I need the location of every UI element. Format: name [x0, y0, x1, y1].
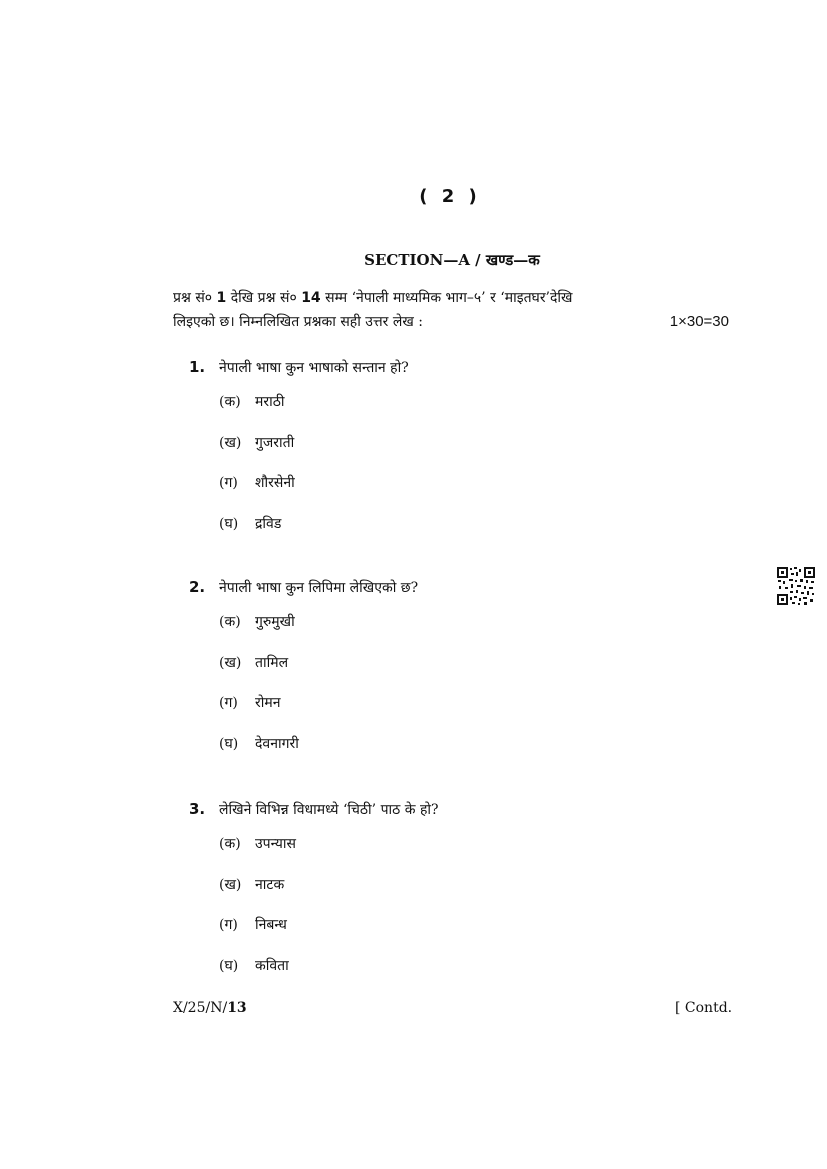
- option-text: निबन्ध: [255, 917, 287, 933]
- option: [219, 733, 418, 774]
- option-text: मराठी: [255, 394, 285, 410]
- option-label: (ग): [219, 917, 238, 933]
- page-number: ( 2 ): [419, 186, 481, 207]
- option-label: (ग): [219, 695, 238, 711]
- marks-allocation: 1×30=30: [669, 313, 729, 330]
- option-text: कविता: [255, 957, 289, 974]
- paper-code: [173, 1000, 247, 1016]
- option-text: देवनागरी: [255, 735, 299, 752]
- option-label: (ख): [219, 876, 242, 893]
- question-stem: [189, 578, 418, 597]
- instruction-line-1: [173, 286, 729, 310]
- option-text: रोमन: [255, 695, 281, 711]
- option: [219, 611, 418, 652]
- option: [219, 391, 409, 432]
- option-text: उपन्यास: [255, 836, 296, 852]
- instruction-text: सम्म ‘नेपाली माध्यमिक भाग–५’ र ‘माइतघर’देखि: [320, 290, 573, 306]
- option: [219, 513, 409, 554]
- option: [219, 652, 418, 693]
- option: [219, 472, 409, 513]
- option-label: (घ): [219, 735, 239, 752]
- instruction-text: लिइएको छ। निम्नलिखित प्रश्नका सही उत्तर लेख :: [173, 314, 423, 330]
- option-text: द्रविड: [255, 515, 282, 532]
- option: [219, 914, 439, 955]
- paper-code-number: 13: [227, 1000, 247, 1016]
- option-label: (क): [219, 614, 241, 630]
- question-text: नेपाली भाषा कुन भाषाको सन्तान हो?: [219, 360, 409, 376]
- question-range-end: 14: [301, 290, 321, 306]
- question-number: 1.: [189, 358, 206, 376]
- question-2: [189, 578, 418, 773]
- question-range-start: 1: [216, 290, 227, 306]
- option-text: गुरुमुखी: [255, 614, 295, 630]
- options-list: [219, 833, 439, 995]
- question-1: [189, 358, 409, 553]
- option-text: शौरसेनी: [255, 475, 295, 491]
- option-label: (क): [219, 394, 241, 410]
- instructions: [173, 286, 729, 334]
- option-text: तामिल: [255, 654, 289, 671]
- qr-code-icon: [776, 566, 816, 606]
- continued-note: [ Contd.: [675, 1000, 733, 1016]
- option-label: (ख): [219, 434, 242, 451]
- option-text: नाटक: [255, 876, 285, 893]
- option-text: गुजराती: [255, 434, 295, 451]
- option-label: (ख): [219, 654, 242, 671]
- option: [219, 955, 439, 996]
- question-number: 2.: [189, 578, 206, 596]
- options-list: [219, 611, 418, 773]
- question-3: [189, 800, 439, 995]
- question-stem: [189, 800, 439, 819]
- option: [219, 833, 439, 874]
- section-heading: SECTION—A / खण्ड—क: [364, 251, 540, 269]
- option-label: (ग): [219, 475, 238, 491]
- option-label: (क): [219, 836, 241, 852]
- paper-code-prefix: X/25/N/: [173, 1000, 228, 1016]
- instruction-text: देखि प्रश्न सं०: [226, 290, 302, 306]
- question-text: लेखिने विभिन्न विधामध्ये ‘चिठी’ पाठ के हो?: [219, 802, 439, 818]
- option: [219, 432, 409, 473]
- option: [219, 874, 439, 915]
- question-number: 3.: [189, 800, 206, 818]
- option: [219, 692, 418, 733]
- instruction-text: प्रश्न सं०: [173, 290, 217, 306]
- options-list: [219, 391, 409, 553]
- option-label: (घ): [219, 957, 239, 974]
- option-label: (घ): [219, 515, 239, 532]
- question-stem: [189, 358, 409, 377]
- instruction-line-2: [173, 310, 729, 334]
- question-text: नेपाली भाषा कुन लिपिमा लेखिएको छ?: [219, 580, 419, 596]
